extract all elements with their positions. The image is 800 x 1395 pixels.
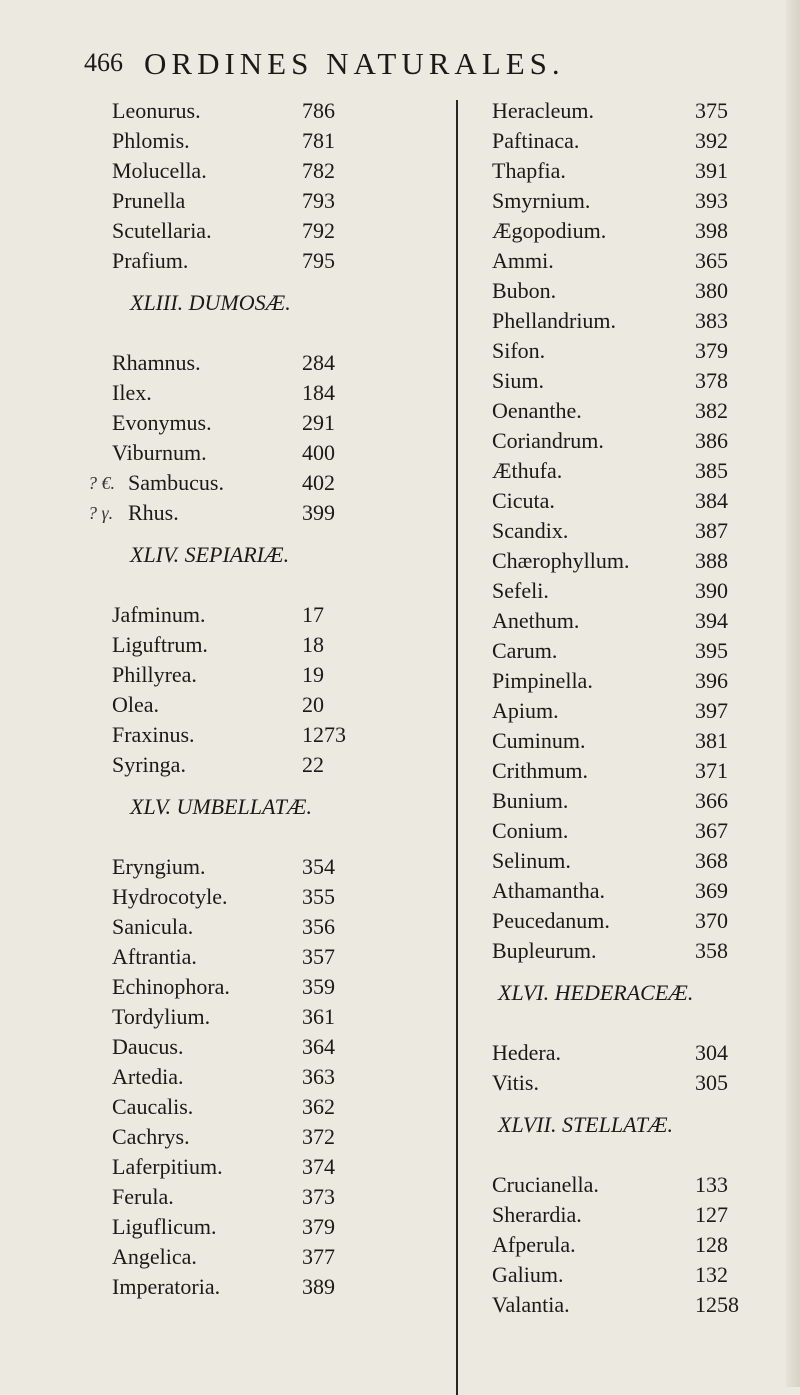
genus-name: Leonurus.: [112, 98, 201, 123]
genus-name: Ferula.: [112, 1184, 174, 1209]
genus-entry: [492, 1038, 767, 1068]
order-heading: XLV. UMBELLATÆ.: [130, 794, 312, 819]
genus-entry: [112, 750, 412, 780]
genus-name: Sium.: [492, 368, 544, 393]
genus-name: Bubon.: [492, 278, 557, 303]
genus-number: 375: [695, 98, 728, 123]
genus-entry: [112, 1122, 412, 1152]
genus-name: Cuminum.: [492, 728, 586, 753]
right-column: [492, 96, 767, 1320]
genus-entry: [112, 1182, 412, 1212]
genus-name: Laferpitium.: [112, 1154, 223, 1179]
genus-name: Jafminum.: [112, 602, 206, 627]
genus-number: 362: [302, 1094, 335, 1119]
genus-number: 18: [302, 632, 324, 657]
genus-entry: [492, 1068, 767, 1098]
genus-number: 373: [302, 1184, 335, 1209]
genus-entry: [492, 696, 767, 726]
genus-entry: [492, 1170, 767, 1200]
genus-number: 390: [695, 578, 728, 603]
genus-name: Sifon.: [492, 338, 546, 363]
genus-number: 127: [695, 1202, 728, 1227]
genus-entry: [112, 1272, 412, 1302]
genus-name: Echinophora.: [112, 974, 230, 999]
genus-name: Prafium.: [112, 248, 189, 273]
genus-name: Afperula.: [492, 1232, 576, 1257]
genus-number: 1258: [695, 1292, 739, 1317]
genus-name: Crucianella.: [492, 1172, 599, 1197]
genus-name: Carum.: [492, 638, 558, 663]
genus-entry: [492, 936, 767, 966]
genus-entry: [492, 336, 767, 366]
genus-name: Olea.: [112, 692, 160, 717]
genus-number: 367: [695, 818, 728, 843]
genus-number: 394: [695, 608, 728, 633]
genus-entry: [112, 216, 412, 246]
genus-entry: [112, 438, 412, 468]
genus-entry: [112, 690, 412, 720]
genus-name: Rhus.: [128, 500, 179, 525]
genus-name: Cachrys.: [112, 1124, 190, 1149]
genus-name: Æthufa.: [492, 458, 563, 483]
genus-name: Conium.: [492, 818, 569, 843]
genus-number: 363: [302, 1064, 335, 1089]
genus-entry: [492, 1200, 767, 1230]
genus-number: 364: [302, 1034, 335, 1059]
left-column: [88, 96, 412, 1302]
genus-number: 1273: [302, 722, 346, 747]
genus-number: 383: [695, 308, 728, 333]
genus-number: 381: [695, 728, 728, 753]
genus-name: Cicuta.: [492, 488, 555, 513]
genus-name: Pimpinella.: [492, 668, 593, 693]
genus-entry: [492, 366, 767, 396]
genus-entry: [112, 1212, 412, 1242]
genus-entry: [492, 156, 767, 186]
genus-entry: [112, 126, 412, 156]
genus-number: 795: [302, 248, 335, 273]
genus-name: Daucus.: [112, 1034, 184, 1059]
genus-entry: [492, 456, 767, 486]
genus-number: 391: [695, 158, 728, 183]
genus-entry: [112, 348, 412, 378]
genus-number: 305: [695, 1070, 728, 1095]
genus-entry: [492, 636, 767, 666]
genus-entry: [492, 1230, 767, 1260]
genus-name: Scandix.: [492, 518, 569, 543]
genus-entry: [492, 756, 767, 786]
genus-entry: [492, 606, 767, 636]
genus-entry: [88, 468, 412, 498]
running-title: ORDINES NATURALES.: [144, 46, 565, 81]
genus-entry: [88, 498, 412, 528]
genus-number: 389: [302, 1274, 335, 1299]
genus-name: Caucalis.: [112, 1094, 194, 1119]
genus-number: 369: [695, 878, 728, 903]
genus-number: 291: [302, 410, 335, 435]
genus-name: Bunium.: [492, 788, 569, 813]
genus-number: 395: [695, 638, 728, 663]
genus-name: Viburnum.: [112, 440, 207, 465]
genus-number: 368: [695, 848, 728, 873]
genus-entry: [492, 1290, 767, 1320]
genus-name: Ilex.: [112, 380, 152, 405]
genus-name: Athamantha.: [492, 878, 606, 903]
genus-name: Sanicula.: [112, 914, 194, 939]
genus-entry: [492, 96, 767, 126]
genus-name: Sherardia.: [492, 1202, 582, 1227]
genus-number: 359: [302, 974, 335, 999]
genus-number: 284: [302, 350, 335, 375]
genus-entry: [112, 1062, 412, 1092]
genus-name: Eryngium.: [112, 854, 206, 879]
genus-name: Phillyrea.: [112, 662, 197, 687]
genus-number: 397: [695, 698, 728, 723]
genus-number: 402: [302, 470, 335, 495]
genus-entry: [112, 882, 412, 912]
genus-number: 385: [695, 458, 728, 483]
genus-entry: [492, 546, 767, 576]
genus-name: Liguflicum.: [112, 1214, 217, 1239]
genus-entry: [492, 846, 767, 876]
genus-entry: [112, 1152, 412, 1182]
genus-entry: [112, 852, 412, 882]
genus-number: 365: [695, 248, 728, 273]
genus-number: 379: [302, 1214, 335, 1239]
genus-entry: [492, 816, 767, 846]
genus-name: Prunella: [112, 188, 186, 213]
genus-number: 304: [695, 1040, 728, 1065]
genus-entry: [492, 786, 767, 816]
genus-number: 392: [695, 128, 728, 153]
genus-entry: [492, 486, 767, 516]
genus-number: 371: [695, 758, 728, 783]
genus-name: Syringa.: [112, 752, 186, 777]
order-heading: XLIV. SEPIARIÆ.: [130, 542, 290, 567]
genus-entry: [492, 276, 767, 306]
genus-number: 382: [695, 398, 728, 423]
genus-entry: [492, 186, 767, 216]
genus-entry: [112, 1242, 412, 1272]
order-heading: XLVII. STELLATÆ.: [498, 1112, 674, 1137]
genus-number: 786: [302, 98, 335, 123]
genus-entry: [492, 1260, 767, 1290]
genus-name: Evonymus.: [112, 410, 212, 435]
genus-entry: [112, 1092, 412, 1122]
genus-name: Hydrocotyle.: [112, 884, 228, 909]
genus-entry: [112, 1032, 412, 1062]
genus-entry: [492, 306, 767, 336]
genus-name: Peucedanum.: [492, 908, 610, 933]
genus-name: Apium.: [492, 698, 559, 723]
genus-entry: [112, 408, 412, 438]
genus-entry: [492, 126, 767, 156]
genus-number: 387: [695, 518, 728, 543]
genus-entry: [492, 906, 767, 936]
genus-name: Ægopodium.: [492, 218, 607, 243]
genus-name: Paftinaca.: [492, 128, 580, 153]
genus-name: Fraxinus.: [112, 722, 195, 747]
margin-annotation: ? γ.: [88, 503, 114, 523]
genus-name: Galium.: [492, 1262, 564, 1287]
genus-name: Bupleurum.: [492, 938, 597, 963]
genus-name: Chærophyllum.: [492, 548, 630, 573]
margin-annotation: ? €.: [88, 473, 115, 493]
genus-entry: [112, 246, 412, 276]
genus-number: 792: [302, 218, 335, 243]
genus-name: Artedia.: [112, 1064, 184, 1089]
genus-entry: [492, 876, 767, 906]
genus-name: Scutellaria.: [112, 218, 212, 243]
genus-number: 17: [302, 602, 324, 627]
genus-number: 19: [302, 662, 324, 687]
genus-number: 184: [302, 380, 335, 405]
page-edge: [786, 0, 800, 1387]
genus-name: Coriandrum.: [492, 428, 604, 453]
genus-name: Molucella.: [112, 158, 207, 183]
page-header: [0, 46, 800, 86]
genus-name: Oenanthe.: [492, 398, 582, 423]
genus-entry: [112, 972, 412, 1002]
genus-number: 378: [695, 368, 728, 393]
genus-number: 358: [695, 938, 728, 963]
genus-number: 20: [302, 692, 324, 717]
genus-number: 132: [695, 1262, 728, 1287]
genus-name: Heracleum.: [492, 98, 594, 123]
genus-name: Phlomis.: [112, 128, 190, 153]
genus-entry: [492, 726, 767, 756]
genus-number: 133: [695, 1172, 728, 1197]
genus-number: 384: [695, 488, 728, 513]
genus-entry: [492, 396, 767, 426]
genus-number: 400: [302, 440, 335, 465]
genus-name: Thapfia.: [492, 158, 566, 183]
genus-number: 128: [695, 1232, 728, 1257]
genus-entry: [492, 516, 767, 546]
genus-entry: [492, 666, 767, 696]
genus-name: Ammi.: [492, 248, 554, 273]
genus-name: Aftrantia.: [112, 944, 197, 969]
genus-entry: [112, 378, 412, 408]
order-heading: XLVI. HEDERACEÆ.: [498, 980, 694, 1005]
genus-number: 370: [695, 908, 728, 933]
genus-name: Sambucus.: [128, 470, 224, 495]
genus-name: Liguftrum.: [112, 632, 208, 657]
genus-number: 386: [695, 428, 728, 453]
genus-name: Selinum.: [492, 848, 571, 873]
genus-number: 377: [302, 1244, 335, 1269]
genus-number: 399: [302, 500, 335, 525]
genus-name: Phellandrium.: [492, 308, 617, 333]
genus-number: 356: [302, 914, 335, 939]
genus-number: 372: [302, 1124, 335, 1149]
genus-number: 379: [695, 338, 728, 363]
genus-name: Rhamnus.: [112, 350, 201, 375]
genus-number: 380: [695, 278, 728, 303]
genus-number: 22: [302, 752, 324, 777]
genus-name: Sefeli.: [492, 578, 549, 603]
genus-name: Crithmum.: [492, 758, 588, 783]
genus-entry: [112, 186, 412, 216]
genus-entry: [112, 660, 412, 690]
genus-entry: [112, 942, 412, 972]
genus-name: Anethum.: [492, 608, 580, 633]
genus-entry: [492, 426, 767, 456]
genus-entry: [492, 576, 767, 606]
column-divider: [456, 100, 458, 1395]
genus-entry: [112, 96, 412, 126]
genus-entry: [492, 216, 767, 246]
genus-name: Smyrnium.: [492, 188, 591, 213]
genus-number: 374: [302, 1154, 335, 1179]
genus-name: Angelica.: [112, 1244, 197, 1269]
genus-entry: [112, 600, 412, 630]
genus-number: 398: [695, 218, 728, 243]
genus-number: 366: [695, 788, 728, 813]
genus-entry: [112, 156, 412, 186]
genus-name: Vitis.: [492, 1070, 539, 1095]
genus-entry: [112, 912, 412, 942]
genus-number: 388: [695, 548, 728, 573]
genus-name: Tordylium.: [112, 1004, 211, 1029]
genus-entry: [112, 630, 412, 660]
genus-name: Imperatoria.: [112, 1274, 221, 1299]
genus-number: 354: [302, 854, 335, 879]
genus-number: 357: [302, 944, 335, 969]
order-heading: XLIII. DUMOSÆ.: [130, 290, 291, 315]
page-number: 466: [84, 48, 123, 77]
genus-number: 355: [302, 884, 335, 909]
genus-number: 781: [302, 128, 335, 153]
genus-number: 782: [302, 158, 335, 183]
genus-number: 793: [302, 188, 335, 213]
genus-number: 393: [695, 188, 728, 213]
genus-name: Hedera.: [492, 1040, 562, 1065]
genus-name: Valantia.: [492, 1292, 570, 1317]
genus-entry: [112, 1002, 412, 1032]
genus-entry: [492, 246, 767, 276]
genus-number: 396: [695, 668, 728, 693]
genus-number: 361: [302, 1004, 335, 1029]
genus-entry: [112, 720, 412, 750]
